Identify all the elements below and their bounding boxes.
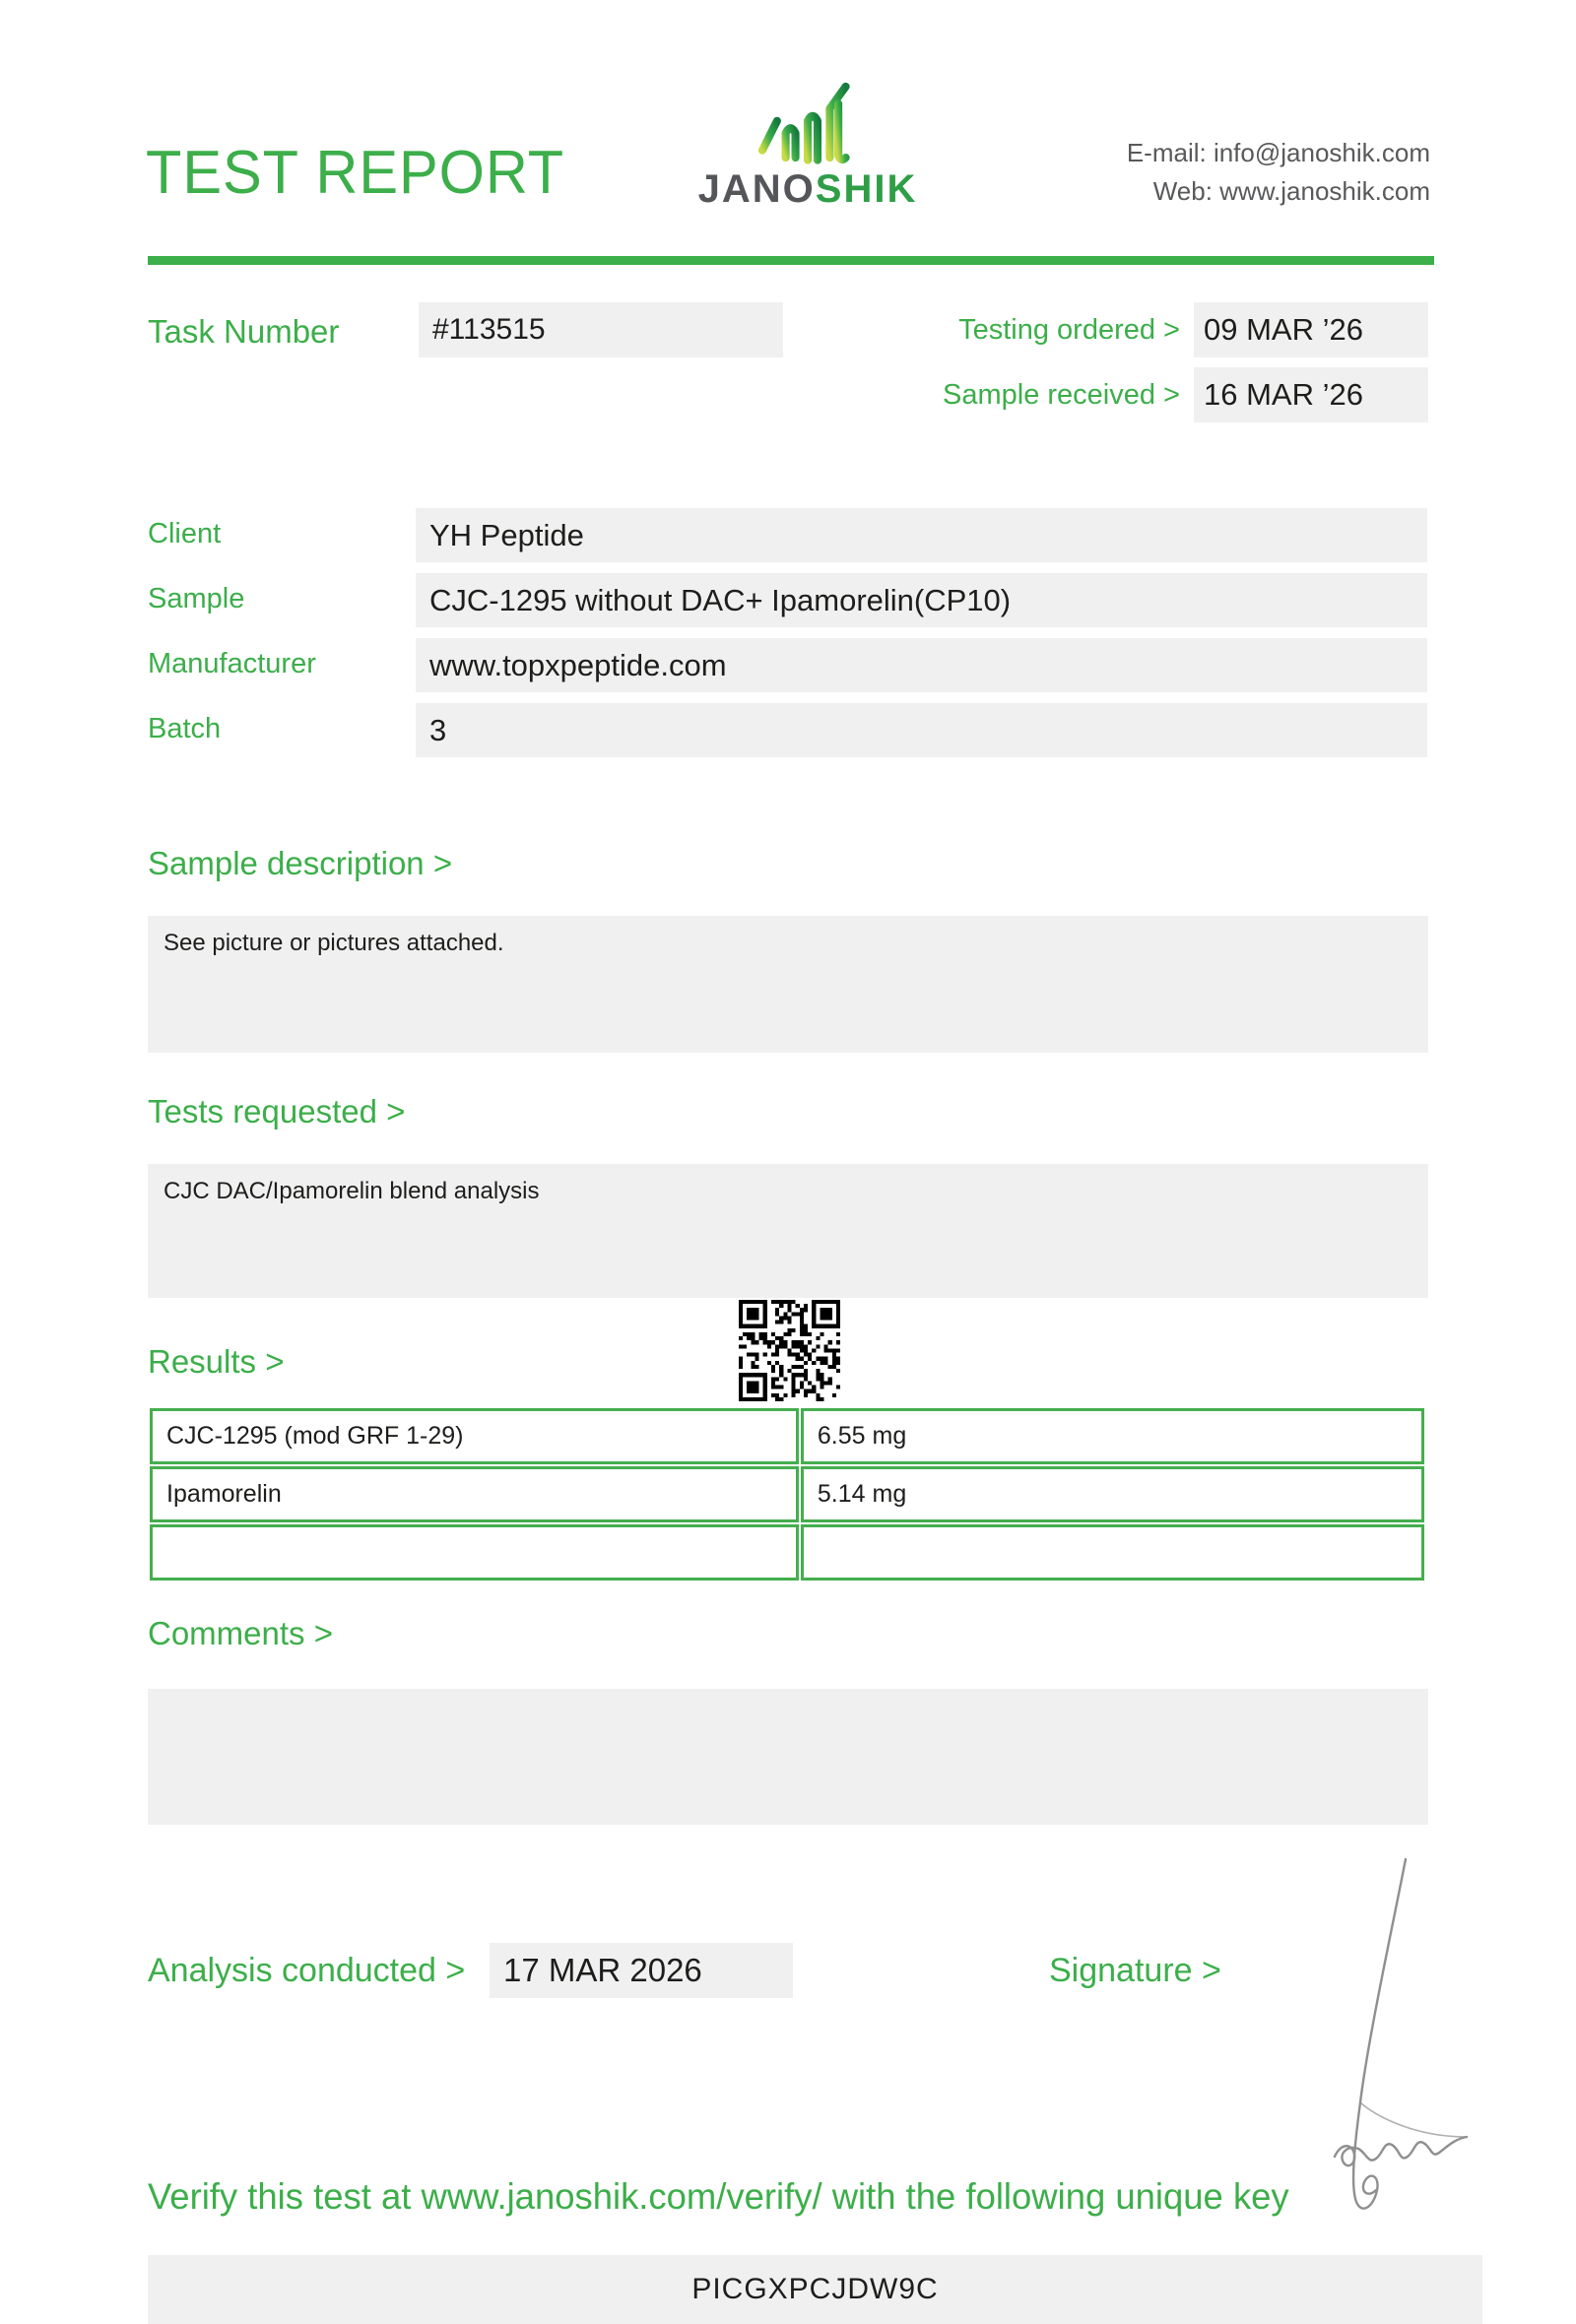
- results-table: [148, 1406, 1426, 1582]
- signature-label: Signature >: [1049, 1952, 1221, 1989]
- janoshik-logo: [678, 79, 938, 212]
- testing-ordered-label: Testing ordered >: [958, 313, 1180, 346]
- client-label: Client: [148, 518, 222, 549]
- batch-value: 3: [429, 713, 447, 747]
- sample-description-heading: Sample description >: [148, 845, 453, 881]
- results-heading: Results >: [148, 1343, 285, 1380]
- verify-instruction: Verify this test at www.janoshik.com/verify/ with the following unique key: [148, 2176, 1289, 2217]
- result-analyte: [150, 1524, 799, 1581]
- comments-box: [148, 1689, 1428, 1825]
- contact-web: Web: www.janoshik.com: [1152, 176, 1430, 206]
- contact-block: [1127, 134, 1430, 211]
- qr-code: [739, 1300, 840, 1401]
- sample-received-date: 16 MAR ’26: [1194, 367, 1428, 422]
- analysis-date: 17 MAR 2026: [503, 1952, 702, 1988]
- result-amount: [801, 1524, 1424, 1581]
- unique-key-box: [148, 2255, 1482, 2324]
- result-analyte: CJC-1295 (mod GRF 1-29): [150, 1408, 799, 1464]
- tests-requested-heading: Tests requested >: [148, 1093, 406, 1130]
- logo-wordmark: [678, 167, 938, 212]
- testing-ordered-row: [867, 302, 1428, 357]
- page-title: TEST REPORT: [146, 139, 565, 207]
- unique-key: PICGXPCJDW9C: [691, 2273, 939, 2305]
- header-divider: [148, 256, 1434, 265]
- task-number-value: #113515: [432, 313, 546, 346]
- manufacturer-value-box: [416, 638, 1427, 692]
- comments-heading: Comments >: [148, 1615, 333, 1651]
- sample-description-text: See picture or pictures attached.: [164, 930, 504, 956]
- manufacturer-value: www.topxpeptide.com: [429, 648, 727, 682]
- manufacturer-label: Manufacturer: [148, 648, 316, 679]
- tests-requested-text: CJC DAC/Ipamorelin blend analysis: [164, 1178, 540, 1204]
- batch-label: Batch: [148, 713, 222, 744]
- batch-value-box: [416, 703, 1427, 757]
- analysis-conducted-label: Analysis conducted >: [148, 1952, 466, 1989]
- table-row: [150, 1524, 1424, 1581]
- client-value: YH Peptide: [429, 518, 584, 552]
- contact-email: E-mail: info@janoshik.com: [1126, 138, 1430, 167]
- chart-growth-icon: [753, 79, 863, 165]
- sample-description-box: [148, 916, 1428, 1053]
- table-row: [150, 1466, 1424, 1522]
- task-number-value-box: [419, 302, 783, 357]
- sample-value: CJC-1295 without DAC+ Ipamorelin(CP10): [429, 583, 1012, 617]
- client-value-box: [416, 508, 1427, 562]
- sample-value-box: [416, 573, 1427, 627]
- logo-word-right: SHIK: [815, 167, 918, 211]
- logo-word-left: JANO: [697, 167, 816, 211]
- table-row: [150, 1408, 1424, 1464]
- testing-ordered-date: 09 MAR ’26: [1194, 302, 1428, 357]
- analysis-date-box: [490, 1943, 793, 1998]
- sample-received-label: Sample received >: [943, 378, 1180, 411]
- result-analyte: Ipamorelin: [150, 1466, 799, 1522]
- sample-label: Sample: [148, 583, 245, 614]
- sample-received-row: [867, 367, 1428, 422]
- task-number-label: Task Number: [148, 313, 340, 350]
- result-amount: 6.55 mg: [801, 1408, 1424, 1464]
- result-amount: 5.14 mg: [801, 1466, 1424, 1522]
- tests-requested-box: [148, 1164, 1428, 1298]
